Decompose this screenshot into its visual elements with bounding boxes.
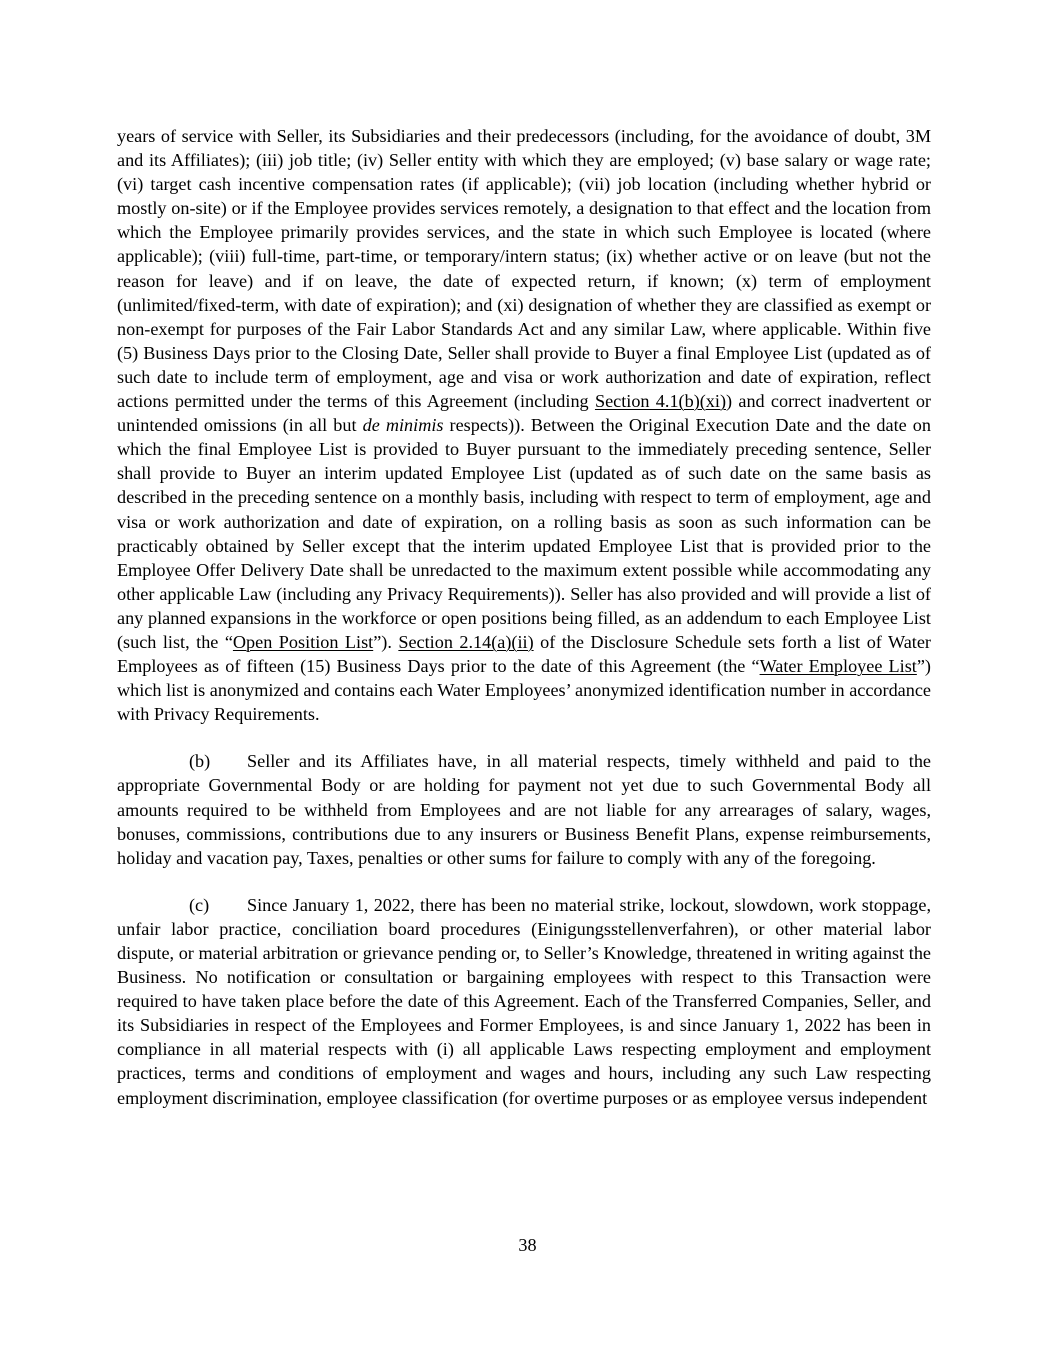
body-text [117, 124, 931, 1110]
section-reference-link: Section 4.1(b)(xi) [594, 391, 727, 412]
page-number: 38 [518, 1235, 537, 1255]
paragraph-a-continued: years of service with Seller, its Subsidiaries and their predecessors (including, for the avoidance of doubt, 3M and its Affiliates); (iii) job title; (iv) Seller entity with which they are employed; (v) base salary or wage rate; (vi) target cash incentive compensation rates (if applicable); (vii) job location (including whether hybrid or mostly on-site) or if the Employee provides services remotely, a designation to that effect and the location from which the Employee primarily provides services, and the state in which such Employee is located (where applicable); (viii) full-time, part-time, or temporary/intern status; (ix) whether active or on leave (but not the reason for leave) and if on leave, the date of expected return, if known; (x) term of employment (unlimited/fixed-term, with date of expiration); and (xi) designation of whether they are classified as exempt or non-exempt for purposes of the Fair Labor Standards Act and any similar Law, where applicable. Within five (5) Business Days prior to the Closing Date, Seller shall provide to Buyer a final Employee List (updated as of such date to include term of employment, age and visa or work authorization and date of expiration, reflect actions permitted under the terms of this Agreement (including Section 4.1(b)(xi)) and correct inadvertent or unintended omissions (in all but de minimis respects)). Between the Original Execution Date and the date on which the final Employee List is provided to Buyer pursuant to the immediately preceding sentence, Seller shall provide to Buyer an interim updated Employee List (updated as of such date on the same basis as described in the preceding sentence on a monthly basis, including with respect to term of employment, age and visa or work authorization and date of expiration, on a rolling basis as soon as such information can be practicably obtained by Seller except that the interim updated Employee List that is provided prior to the Employee Offer Delivery Date shall be unredacted to the maximum extent possible while accommodating any other applicable Law (including any Privacy Requirements)). Seller has also provided and will provide a list of any planned expansions in the workforce or open positions being filled, as an addendum to each Employee List (such list, the “Open Position List”). Section 2.14(a)(ii) of the Disclosure Schedule sets forth a list of Water Employees as of fifteen (15) Business Days prior to the date of this Agreement (the “Water Employee List”) which list is anonymized and contains each Water Employees’ anonymized identification number in accordance with Privacy Requirements. [117, 126, 931, 725]
italic-term: de minimis [362, 415, 444, 436]
defined-term: Water Employee List [759, 656, 917, 677]
paragraph-label: (c) [189, 894, 210, 915]
paragraph-b: (b) Seller and its Affiliates have, in all material respects, timely withheld and paid to the appropriate Governmental Body or are holding for payment not yet due to such Governmental Body all amounts required to be withheld from Employees and are not liable for any arrearages of salary, wages, bonuses, commissions, contributions due to any insurers or Business Benefit Plans, expense reimbursements, holiday and vacation pay, Taxes, penalties or other sums for failure to comply with any of the foregoing. [117, 751, 931, 868]
paragraph-c: (c) Since January 1, 2022, there has been no material strike, lockout, slowdown, work stoppage, unfair labor practice, conciliation board procedures (Einigungsstellenverfahren), or other material labor dispute, or material arbitration or grievance pending or, to Seller’s Knowledge, threatened in writing against the Business. No notification or consultation or bargaining employees with respect to this Transaction were required to have taken place before the date of this Agreement. Each of the Transferred Companies, Seller, and its Subsidiaries in respect of the Employees and Former Employees, is and since January 1, 2022 has been in compliance in all material respects with (i) all applicable Laws respecting employment and employment practices, terms and conditions of employment and wages and hours, including any such Law respecting employment discrimination, employee classification (for overtime purposes or as employee versus independent [117, 894, 931, 1108]
paragraph-label: (b) [189, 751, 211, 772]
section-reference-link: Section 2.14(a)(ii) [398, 631, 534, 652]
defined-term: Open Position List [232, 631, 374, 652]
